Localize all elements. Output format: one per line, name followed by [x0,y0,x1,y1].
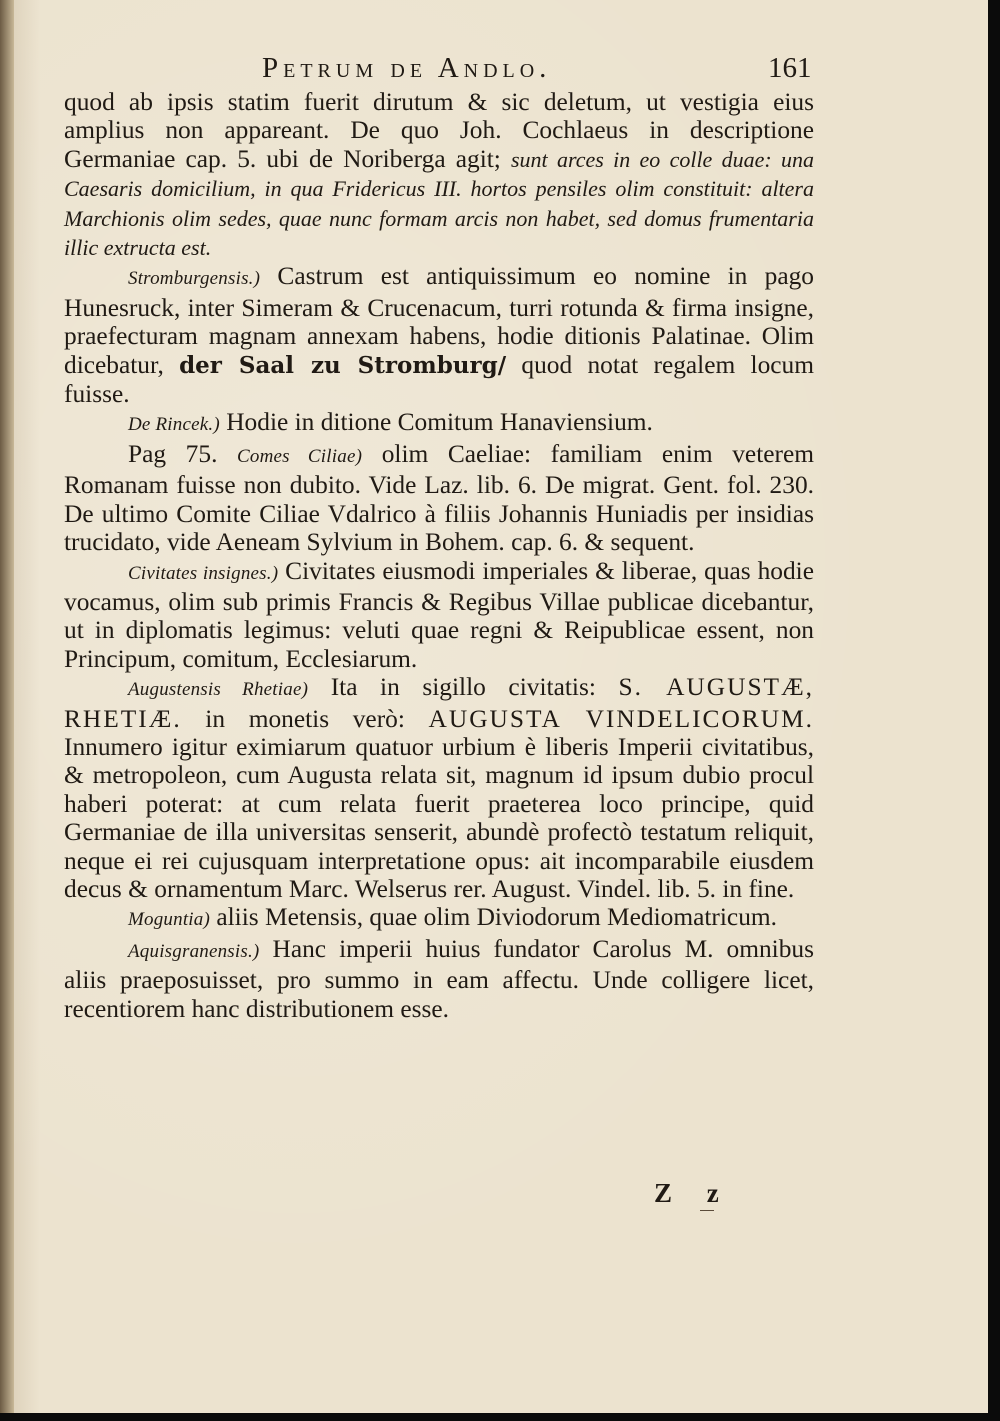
paragraph-augusta [64,673,814,903]
paragraph-civitates [64,557,814,674]
body-text [64,88,814,1023]
capitals-inscription: AUGUSTA VINDELICORUM. [428,704,815,733]
paragraph-stromburg [64,262,814,408]
page-number: 161 [768,52,812,84]
lemma: Civitates insignes.) [128,562,279,584]
italic-quotation: sunt arces in eo colle duae: una Caesaris domicilium, in qua Fridericus III. hortos pensiles olim constituit: altera Marchionis olim sedes, quae nunc formam arcis non habet, sed domus frumentaria illic extructa est. [64,146,814,261]
paragraph-rincek [64,408,814,439]
signature-mark: Z z [654,1178,733,1208]
paragraph-text: aliis Metensis, quae olim Diviodorum Mediomatricum. [210,903,777,932]
lemma: Aquisgranensis.) [128,940,260,962]
page-gutter [0,0,14,1413]
paragraph-text: quod ab ipsis statim fuerit dirutum & sic deletum, ut vestigia eius amplius non appareant. De quo Joh. Cochlaeus in descriptione Germaniae cap. 5. ubi de Noriberga agit; [64,88,814,173]
paragraph-text: Hodie in ditione Comitum Hanaviensium. [219,408,653,437]
paragraph-text: Civitates eiusmodi imperiales & liberae, quas hodie vocamus, olim sub primis Francis & Regibus Villae publicae dicebantur, ut in diplomatis legimus: veluti quae regni & Reipublicae essent, non Principum, comitum, Ecclesiarum. [64,556,815,673]
paragraph-text: olim Caeliae: familiam enim veterem Romanam fuisse non dubito. Vide Laz. lib. 6. De migrat. Gent. fol. 230. De ultimo Comite Ciliae Vdalrico à filiis Johannis Huniadis per insidias trucidato, vide Aeneam Sylvium in Bohem. cap. 6. & sequent. [64,439,814,557]
paragraph-continuation [64,88,814,262]
paragraph-text: in monetis verò: [181,704,429,733]
paragraph-text: Castrum est antiquissimum eo nomine in pago Hunesruck, inter Simeram & Crucenacum, turri rotunda & firma insigne, praefecturam magnam annexam habens, hodie ditionis Palatinae. Olim dicebatur, [64,262,814,379]
paragraph-text: quod notat regalem locum fuisse. [64,350,815,409]
paragraph-cilia [64,440,814,557]
paragraph-aquisgranum [64,935,814,1023]
running-head: Petrum de Andlo. [262,52,552,84]
paragraph-text: Ita in sigillo civitatis: [308,673,619,702]
lemma: Stromburgensis.) [128,268,261,290]
signature-rule [700,1210,714,1211]
scan-border-bottom [0,1413,1000,1421]
page-reference: Pag 75. [128,439,238,468]
paragraph-text: Hanc imperii huius fundator Carolus M. omnibus aliis praeposuisset, pro summo in eam affectu. Unde colligere licet, recentiorem hanc distributionem esse. [64,934,814,1023]
lemma: Augustensis Rhetiae) [128,679,309,701]
lemma: De Rincek.) [128,414,220,436]
fraktur-text: der Saal zu Stromburg/ [179,351,507,379]
scan-border-right [988,0,1000,1421]
lemma: Comes Ciliae) [237,445,363,467]
lemma: Moguntia) [128,909,211,931]
paragraph-moguntia [64,903,814,934]
paragraph-text: Innumero igitur eximiarum quatuor urbium è liberis Imperii civitatibus, & metropoleon, cum Augusta relata sit, magnum id ipsum dubio procul haberi poterat: at cum relata fuerit praeterea loco principe, quid Germaniae de illa universitas senserit, abundè profectò testatum reliquit, neque ei rei cujusquam interpretatione opus: ait incomparabile eiusdem decus & ornamentum Marc. Welserus rer. August. Vindel. lib. 5. in fine. [64,732,814,903]
capitals-inscription: S. AUGUSTÆ, RHETIÆ. [64,673,814,733]
